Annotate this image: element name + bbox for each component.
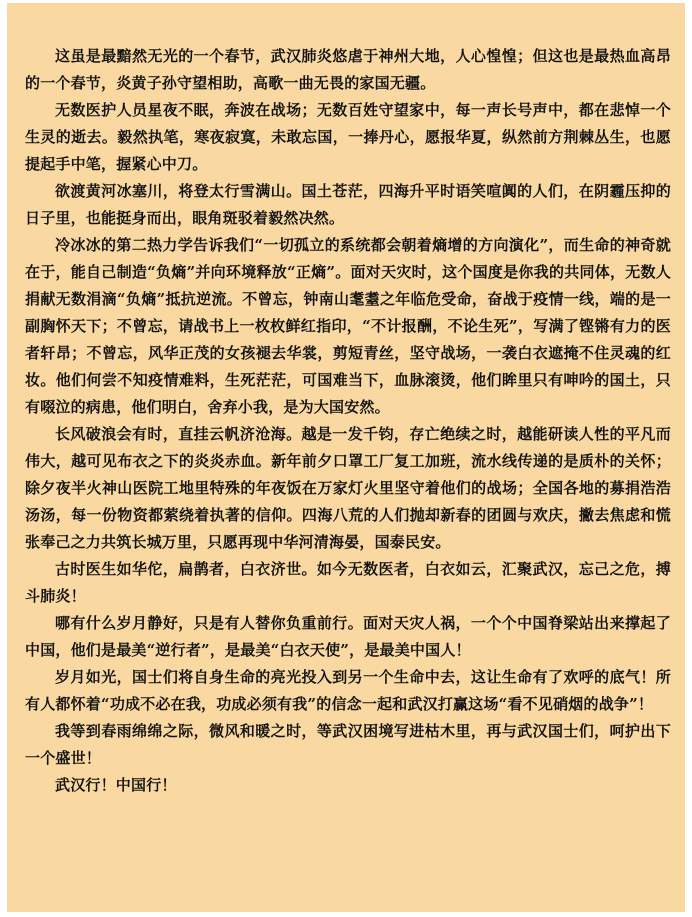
paragraph-4: 冷冰冰的第二热力学告诉我们“一切孤立的系统都会朝着熵增的方向演化”，而生命的神奇就在于，能自己制造“负熵”并向环境释放“正熵”。面对天灾时，这个国度是你我的共同体，无数人捐献无数涓滴“负熵”抵抗逆流。不曾忘，钟南山耄耋之年临危受命，奋战于疫情一线，端的是一副胸怀天下；不曾忘，请战书上一枚枚鲜红指印，“不计报酬，不论生死”，写满了铿锵有力的医者轩昂；不曾忘，风华正茂的女孩褪去华裳，剪短青丝，坚守战场，一袭白衣遮掩不住灵魂的红妆。他们何尝不知疫情难料，生死茫茫，可国难当下，血脉滚烫，他们眸里只有呻吟的国土，只有啜泣的病患，他们明白，舍弃小我，是为大国安然。 — [25, 236, 671, 416]
paragraph-1: 这虽是最黯然无光的一个春节，武汉肺炎悠虐于神州大地，人心惶惶；但这也是最热血高昂的一个春节，炎黄子孙守望相助，高歌一曲无畏的家国无疆。 — [25, 47, 671, 92]
paragraph-5: 长风破浪会有时，直挂云帆济沧海。越是一发千钧，存亡绝续之时，越能研读人性的平凡而伟大，越可见布衣之下的炎炎赤血。新年前夕口罩工厂复工加班，流水线传递的是质朴的关怀；除夕夜半火神山医院工地里特殊的年夜饭在万家灯火里坚守着他们的战场；全国各地的募捐浩浩汤汤，每一份物资都萦绕着执著的信仰。四海八荒的人们抛却新春的团圆与欢庆，撇去焦虑和慌张奉己之力共筑长城万里，只愿再现中华河清海晏，国泰民安。 — [25, 425, 671, 551]
document-page — [7, 3, 685, 912]
paragraph-3: 欲渡黄河冰塞川，将登太行雪满山。国土苍茫，四海升平时语笑喧阗的人们，在阴霾压抑的日子里，也能挺身而出，眼角斑驳着毅然决然。 — [25, 182, 671, 227]
paragraph-10: 武汉行！中国行！ — [55, 776, 177, 794]
paragraph-2: 无数医护人员星夜不眠，奔波在战场；无数百姓守望家中，每一声长号声中，都在悲悼一个生灵的逝去。毅然执笔，寒夜寂寞，未敢忘国，一捧丹心，愿报华夏，纵然前方荆棘丛生，也愿提起手中笔，握紧心中刀。 — [25, 101, 671, 173]
paragraph-6: 古时医生如华佗，扁鹊者，白衣济世。如今无数医者，白衣如云，汇聚武汉，忘己之危，搏斗肺炎！ — [25, 560, 671, 605]
paragraph-9: 我等到春雨绵绵之际，微风和暖之时，等武汉困境写进枯木里，再与武汉国士们，呵护出下一个盛世！ — [25, 722, 671, 767]
paragraph-7: 哪有什么岁月静好，只是有人替你负重前行。面对天灾人祸，一个个中国脊梁站出来撑起了中国，他们是最美“逆行者”，是最美“白衣天使”，是最美中国人！ — [25, 614, 671, 659]
paragraph-8: 岁月如光，国士们将自身生命的亮光投入到另一个生命中去，这让生命有了欢呼的底气！所有人都怀着“功成不必在我，功成必须有我”的信念一起和武汉打赢这场“看不见硝烟的战争”！ — [25, 668, 671, 713]
